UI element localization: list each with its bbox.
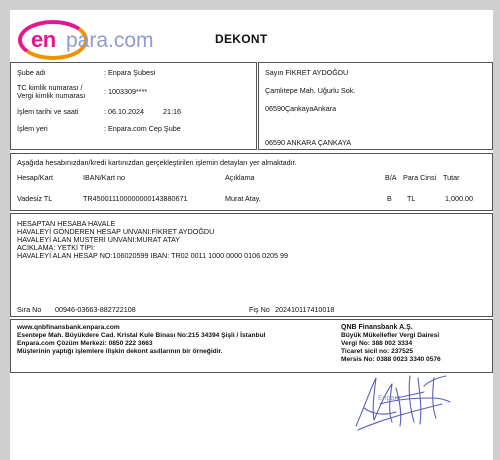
row-amount: 1,000.00 xyxy=(445,194,473,203)
header-currency: Para Cinsi xyxy=(403,173,437,182)
logo-prefix: en xyxy=(31,27,56,52)
address-line-1: Çamlıtepe Mah. Uğurlu Sok. xyxy=(265,86,356,95)
header-iban: IBAN/Kart no xyxy=(83,173,125,182)
sira-label: Sıra No xyxy=(17,305,42,314)
time-value: 21:16 xyxy=(163,107,181,116)
receipt-document xyxy=(10,10,493,460)
header-amount: Tutar xyxy=(443,173,460,182)
header-account: Hesap/Kart xyxy=(17,173,53,182)
branch-info-panel xyxy=(10,62,257,150)
header-ba: B/A xyxy=(385,173,397,182)
branch-value: : Enpara Şubesi xyxy=(104,68,156,77)
footer-address: Esentepe Mah. Büyükdere Cad. Kristal Kule Binası No:215 34394 Şişli / İstanbul xyxy=(17,332,266,339)
footer-support: Enpara.com Çözüm Merkezi: 0850 222 3663 xyxy=(17,340,153,347)
row-currency: TL xyxy=(407,194,416,203)
location-label: İşlem yeri xyxy=(17,124,48,133)
footer-trade-no: Ticaret sicil no: 237525 xyxy=(341,348,414,355)
location-value: : Enpara.com Cep Şube xyxy=(104,124,181,133)
row-account: Vadesiz TL xyxy=(17,194,53,203)
detail-line: ACIKLAMA: YETKİ TİPİ: xyxy=(17,243,96,252)
footer-note: Müşterinin yaptığı işlemlere ilişkin dekont asıllarının bir örneğidir. xyxy=(17,348,223,355)
detail-line: HAVALEYİ GÖNDEREN HESAP UNVANI:FİKRET AYDOĞDU xyxy=(17,227,215,236)
footer-tax-office: Büyük Mükellefler Vergi Dairesi xyxy=(341,332,440,339)
transaction-intro: Aşağıda hesabınızdan/kredi kartınızdan gerçekleştirilen işlemin detayları yer almaktadır. xyxy=(17,158,297,167)
date-value: : 06.10.2024 xyxy=(104,107,144,116)
header-description: Açıklama xyxy=(225,173,255,182)
transaction-panel xyxy=(10,153,493,211)
branch-label: Şube adı xyxy=(17,68,46,77)
document-title: DEKONT xyxy=(215,32,268,46)
logo-suffix: para.com xyxy=(66,29,154,52)
sira-value: 00946-03663-882722108 xyxy=(55,305,136,314)
stamp-text: Enpara xyxy=(378,395,401,402)
signature-stamp-icon xyxy=(350,368,455,436)
row-description: Murat Atay, xyxy=(225,194,261,203)
tc-value: : 1003309**** xyxy=(104,87,148,96)
fis-value: 202410117410018 xyxy=(275,305,335,314)
row-iban: TR450011100000000143880671 xyxy=(83,194,188,203)
tc-label-line1: TC kimlik numarası / xyxy=(17,83,83,92)
footer-mersis-no: Mersis No: 0388 0023 3340 0576 xyxy=(341,356,441,363)
detail-line: HAVALEYİ ALAN MUSTERİ UNVANI:MURAT ATAY xyxy=(17,235,181,244)
address-line-2: 06590ÇankayaAnkara xyxy=(265,104,337,113)
tc-label-line2: Vergi kimlik numarası xyxy=(17,91,86,100)
footer-bank-name: QNB Finansbank A.Ş. xyxy=(341,324,413,331)
bank-footer-panel xyxy=(10,319,493,373)
customer-name: Sayın FİKRET AYDOĞDU xyxy=(265,68,349,77)
footer-tax-no: Vergi No: 388 002 3334 xyxy=(341,340,413,347)
address-line-3: 06590 ANKARA ÇANKAYA xyxy=(265,138,352,147)
customer-address-panel xyxy=(258,62,493,150)
transfer-details-panel xyxy=(10,213,493,317)
detail-line: HAVALEYİ ALAN HESAP NO:106020599 IBAN: TR02 0011 1000 0000 0106 0205 99 xyxy=(17,251,289,260)
detail-line: HESAPTAN HESABA HAVALE xyxy=(17,219,116,228)
enpara-logo xyxy=(18,20,154,60)
fis-label: Fiş No xyxy=(249,305,270,314)
row-ba: B xyxy=(387,194,392,203)
date-label: İşlem tarihi ve saati xyxy=(17,107,79,116)
footer-website: www.qnbfinansbank.enpara.com xyxy=(17,324,120,331)
